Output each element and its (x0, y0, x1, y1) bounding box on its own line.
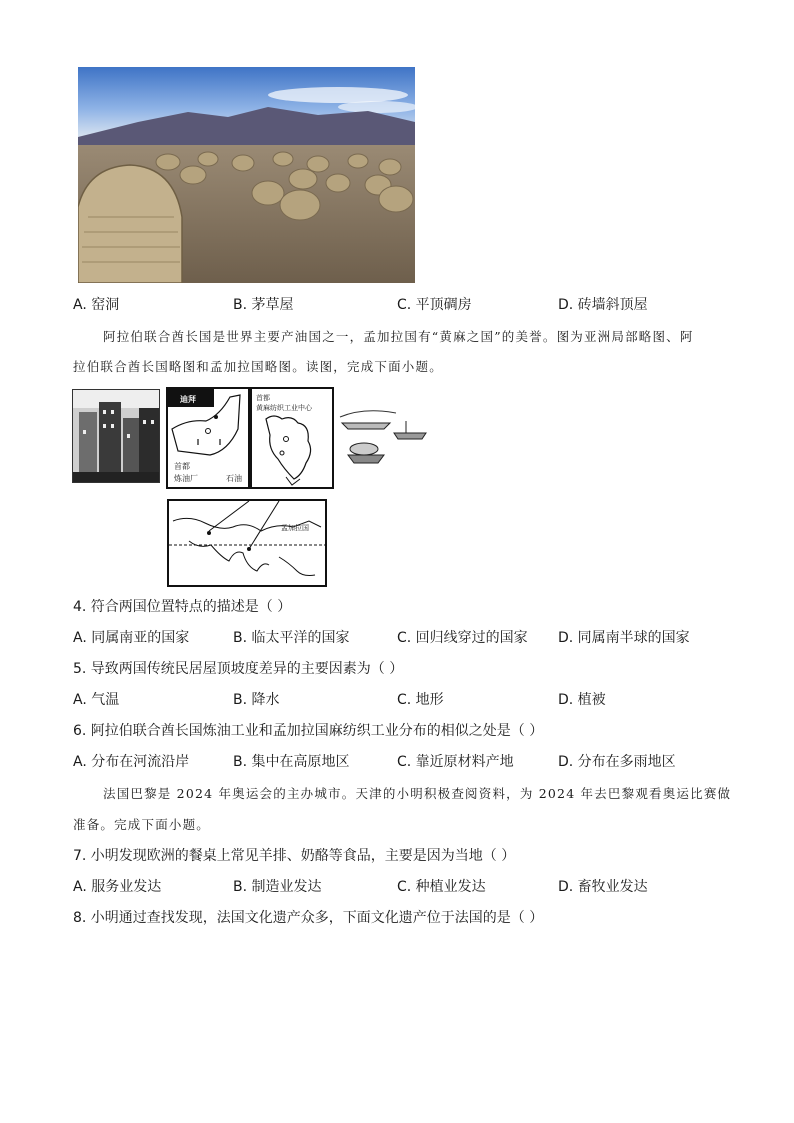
q3-option-d[interactable]: D. 砖墙斜顶屋 (558, 297, 648, 313)
boats-illustration (334, 403, 430, 475)
intro1-line1: 阿拉伯联合酋长国是世界主要产油国之一，孟加拉国有“黄麻之国”的美誉。图为亚洲局部略图、阿 (103, 329, 694, 344)
uae-legend-oil: 石油 (226, 474, 242, 483)
q5-stem: 5. 导致两国传统民居屋顶坡度差异的主要因素为（ ） (73, 661, 404, 677)
q6-stem: 6. 阿拉伯联合酋长国炼油工业和孟加拉国麻纺织工业分布的相似之处是（ ） (73, 723, 544, 739)
q3-option-a[interactable]: A. 窑洞 (73, 297, 120, 313)
q7-stem: 7. 小明发现欧洲的餐桌上常见羊排、奶酪等食品，主要是因为当地（ ） (73, 848, 516, 864)
q6-option-d[interactable]: D. 分布在多雨地区 (558, 754, 676, 770)
q8-stem: 8. 小明通过查找发现，法国文化遗产众多，下面文化遗产位于法国的是（ ） (73, 910, 544, 926)
uae-map-title: 迪拜 (180, 395, 196, 404)
thatched-huts-photo (78, 67, 415, 283)
q7-option-a[interactable]: A. 服务业发达 (73, 879, 162, 895)
mud-buildings-photo (72, 389, 160, 483)
uae-legend-capital: 首都 (174, 462, 190, 471)
q5-option-c[interactable]: C. 地形 (397, 692, 444, 708)
uae-legend-refinery: 炼油厂 (174, 474, 198, 483)
asia-map (167, 499, 327, 587)
bangladesh-map (250, 387, 334, 489)
q4-option-d[interactable]: D. 同属南半球的国家 (558, 630, 690, 646)
q3-option-b[interactable]: B. 茅草屋 (233, 297, 294, 313)
bd-legend-jute: 黄麻纺织工业中心 (256, 404, 312, 412)
q5-option-b[interactable]: B. 降水 (233, 692, 280, 708)
intro2-line2: 准备。完成下面小题。 (73, 817, 211, 832)
q4-option-c[interactable]: C. 回归线穿过的国家 (397, 630, 528, 646)
q7-option-b[interactable]: B. 制造业发达 (233, 879, 322, 895)
intro2-line1: 法国巴黎是 2024 年奥运会的主办城市。天津的小明积极查阅资料，为 2024 年去巴黎观看奥运比赛做 (103, 786, 732, 801)
asia-maps-figure (72, 387, 432, 587)
asia-map-label: 孟加拉国 (281, 524, 309, 532)
bd-legend-capital: 首都 (256, 394, 270, 402)
q3-option-c[interactable]: C. 平顶碉房 (397, 297, 472, 313)
q6-option-b[interactable]: B. 集中在高原地区 (233, 754, 350, 770)
q4-option-a[interactable]: A. 同属南亚的国家 (73, 630, 190, 646)
q5-option-d[interactable]: D. 植被 (558, 692, 606, 708)
uae-map (166, 387, 250, 489)
q7-option-c[interactable]: C. 种植业发达 (397, 879, 486, 895)
q6-option-a[interactable]: A. 分布在河流沿岸 (73, 754, 190, 770)
q4-option-b[interactable]: B. 临太平洋的国家 (233, 630, 350, 646)
intro1-line2: 拉伯联合酋长国略图和孟加拉国略图。读图，完成下面小题。 (73, 359, 443, 374)
q4-stem: 4. 符合两国位置特点的描述是（ ） (73, 599, 292, 615)
q6-option-c[interactable]: C. 靠近原材料产地 (397, 754, 514, 770)
q5-option-a[interactable]: A. 气温 (73, 692, 120, 708)
q7-option-d[interactable]: D. 畜牧业发达 (558, 879, 648, 895)
